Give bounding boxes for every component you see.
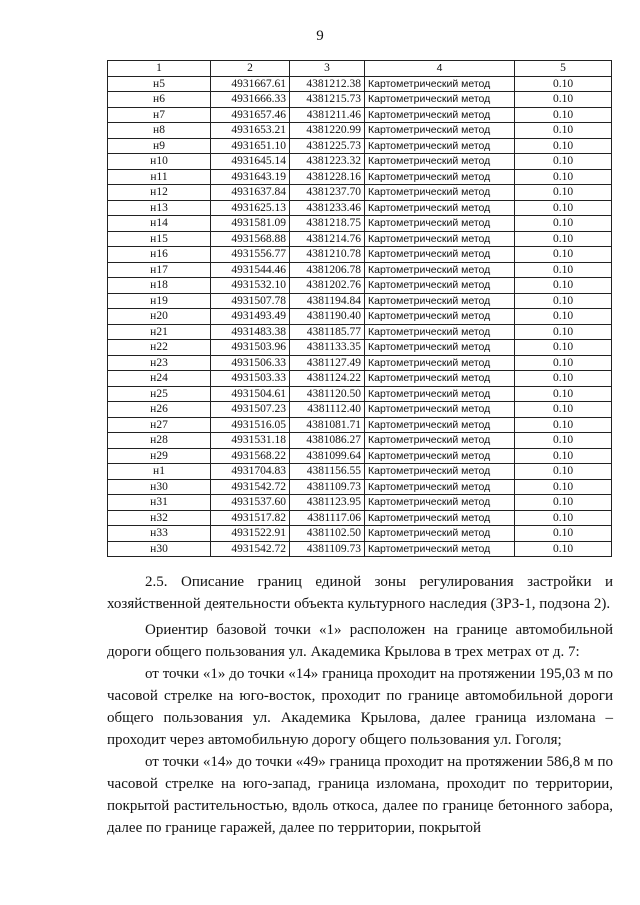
cell-y-coordinate: 4381210.78 <box>290 247 365 263</box>
cell-point-name: н14 <box>108 216 211 232</box>
cell-method: Картометрический метод <box>365 371 515 387</box>
table-row <box>108 262 612 278</box>
cell-accuracy: 0.10 <box>515 386 612 402</box>
cell-x-coordinate: 4931704.83 <box>211 464 290 480</box>
paragraph-segment-14-49: от точки «14» до точки «49» граница проходит на протяжении 586,8 м по часовой стрелке на юго-запад, граница изломана, проходит по территории, покрытой растительностью, вдоль откоса, далее по границе бетонного забора, далее по границе гаражей, далее по территории, покрытой <box>107 754 613 836</box>
cell-point-name: н33 <box>108 526 211 542</box>
table-row <box>108 123 612 139</box>
cell-y-coordinate: 4381212.38 <box>290 76 365 92</box>
cell-x-coordinate: 4931653.21 <box>211 123 290 139</box>
table-row <box>108 247 612 263</box>
cell-accuracy: 0.10 <box>515 169 612 185</box>
cell-method: Картометрический метод <box>365 216 515 232</box>
cell-y-coordinate: 4381225.73 <box>290 138 365 154</box>
cell-method: Картометрический метод <box>365 417 515 433</box>
table-row <box>108 510 612 526</box>
cell-method: Картометрический метод <box>365 340 515 356</box>
cell-point-name: н32 <box>108 510 211 526</box>
cell-accuracy: 0.10 <box>515 495 612 511</box>
cell-y-coordinate: 4381233.46 <box>290 200 365 216</box>
cell-point-name: н21 <box>108 324 211 340</box>
cell-method: Картометрический метод <box>365 479 515 495</box>
table-row <box>108 371 612 387</box>
paragraph-segment-1-14: от точки «1» до точки «14» граница проходит на протяжении 195,03 м по часовой стрелке на юго-восток, проходит по границе автомобильной дороги общего пользования ул. Академика Крылова, далее граница изломана – проходит через автомобильную дорогу общего пользования ул. Гоголя; <box>107 666 613 748</box>
coordinates-table <box>107 60 612 557</box>
cell-x-coordinate: 4931531.18 <box>211 433 290 449</box>
table-row <box>108 76 612 92</box>
cell-x-coordinate: 4931568.88 <box>211 231 290 247</box>
table-row <box>108 324 612 340</box>
cell-x-coordinate: 4931522.91 <box>211 526 290 542</box>
cell-accuracy: 0.10 <box>515 541 612 557</box>
cell-method: Картометрический метод <box>365 247 515 263</box>
cell-point-name: н15 <box>108 231 211 247</box>
cell-y-coordinate: 4381214.76 <box>290 231 365 247</box>
cell-x-coordinate: 4931507.23 <box>211 402 290 418</box>
cell-point-name: н26 <box>108 402 211 418</box>
cell-y-coordinate: 4381215.73 <box>290 92 365 108</box>
table-row <box>108 386 612 402</box>
cell-y-coordinate: 4381185.77 <box>290 324 365 340</box>
cell-point-name: н13 <box>108 200 211 216</box>
cell-y-coordinate: 4381237.70 <box>290 185 365 201</box>
cell-x-coordinate: 4931516.05 <box>211 417 290 433</box>
cell-accuracy: 0.10 <box>515 448 612 464</box>
cell-y-coordinate: 4381120.50 <box>290 386 365 402</box>
cell-x-coordinate: 4931517.82 <box>211 510 290 526</box>
cell-accuracy: 0.10 <box>515 464 612 480</box>
cell-point-name: н8 <box>108 123 211 139</box>
cell-x-coordinate: 4931651.10 <box>211 138 290 154</box>
cell-x-coordinate: 4931504.61 <box>211 386 290 402</box>
cell-accuracy: 0.10 <box>515 107 612 123</box>
cell-point-name: н18 <box>108 278 211 294</box>
cell-x-coordinate: 4931581.09 <box>211 216 290 232</box>
cell-method: Картометрический метод <box>365 107 515 123</box>
cell-y-coordinate: 4381109.73 <box>290 541 365 557</box>
cell-method: Картометрический метод <box>365 185 515 201</box>
column-header-2: 2 <box>211 61 290 77</box>
table-row <box>108 402 612 418</box>
table-row <box>108 92 612 108</box>
table-row <box>108 169 612 185</box>
cell-point-name: н22 <box>108 340 211 356</box>
cell-x-coordinate: 4931625.13 <box>211 200 290 216</box>
cell-y-coordinate: 4381086.27 <box>290 433 365 449</box>
cell-point-name: н27 <box>108 417 211 433</box>
cell-accuracy: 0.10 <box>515 76 612 92</box>
cell-accuracy: 0.10 <box>515 340 612 356</box>
cell-method: Картометрический метод <box>365 495 515 511</box>
cell-y-coordinate: 4381202.76 <box>290 278 365 294</box>
cell-point-name: н5 <box>108 76 211 92</box>
table-row <box>108 448 612 464</box>
cell-x-coordinate: 4931643.19 <box>211 169 290 185</box>
column-header-1: 1 <box>108 61 211 77</box>
cell-point-name: н31 <box>108 495 211 511</box>
cell-y-coordinate: 4381206.78 <box>290 262 365 278</box>
cell-y-coordinate: 4381194.84 <box>290 293 365 309</box>
cell-accuracy: 0.10 <box>515 247 612 263</box>
cell-accuracy: 0.10 <box>515 216 612 232</box>
cell-accuracy: 0.10 <box>515 402 612 418</box>
table-row <box>108 340 612 356</box>
cell-accuracy: 0.10 <box>515 355 612 371</box>
column-header-5: 5 <box>515 61 612 77</box>
cell-accuracy: 0.10 <box>515 92 612 108</box>
table-row <box>108 278 612 294</box>
cell-method: Картометрический метод <box>365 92 515 108</box>
table-row <box>108 417 612 433</box>
cell-point-name: н20 <box>108 309 211 325</box>
cell-point-name: н17 <box>108 262 211 278</box>
cell-method: Картометрический метод <box>365 278 515 294</box>
cell-point-name: н25 <box>108 386 211 402</box>
cell-point-name: н9 <box>108 138 211 154</box>
cell-point-name: н30 <box>108 479 211 495</box>
cell-x-coordinate: 4931507.78 <box>211 293 290 309</box>
cell-y-coordinate: 4381109.73 <box>290 479 365 495</box>
cell-x-coordinate: 4931532.10 <box>211 278 290 294</box>
table-row <box>108 479 612 495</box>
cell-y-coordinate: 4381218.75 <box>290 216 365 232</box>
table-row <box>108 464 612 480</box>
cell-point-name: н23 <box>108 355 211 371</box>
cell-x-coordinate: 4931645.14 <box>211 154 290 170</box>
cell-point-name: н10 <box>108 154 211 170</box>
cell-accuracy: 0.10 <box>515 293 612 309</box>
cell-x-coordinate: 4931556.77 <box>211 247 290 263</box>
paragraph-base-point: Ориентир базовой точки «1» расположен на границе автомобильной дороги общего пользования ул. Академика Крылова в трех метрах от д. 7: <box>107 622 613 660</box>
cell-y-coordinate: 4381190.40 <box>290 309 365 325</box>
cell-y-coordinate: 4381123.95 <box>290 495 365 511</box>
cell-accuracy: 0.10 <box>515 200 612 216</box>
cell-x-coordinate: 4931503.96 <box>211 340 290 356</box>
cell-accuracy: 0.10 <box>515 185 612 201</box>
cell-x-coordinate: 4931637.84 <box>211 185 290 201</box>
cell-method: Картометрический метод <box>365 231 515 247</box>
cell-method: Картометрический метод <box>365 433 515 449</box>
cell-x-coordinate: 4931506.33 <box>211 355 290 371</box>
cell-x-coordinate: 4931568.22 <box>211 448 290 464</box>
cell-point-name: н1 <box>108 464 211 480</box>
cell-method: Картометрический метод <box>365 355 515 371</box>
table-row <box>108 216 612 232</box>
cell-y-coordinate: 4381112.40 <box>290 402 365 418</box>
table-body <box>108 76 612 557</box>
table-row <box>108 200 612 216</box>
cell-accuracy: 0.10 <box>515 371 612 387</box>
cell-accuracy: 0.10 <box>515 479 612 495</box>
cell-method: Картометрический метод <box>365 200 515 216</box>
table-header-row <box>108 61 612 77</box>
cell-accuracy: 0.10 <box>515 324 612 340</box>
table-header <box>108 61 612 77</box>
cell-x-coordinate: 4931503.33 <box>211 371 290 387</box>
cell-accuracy: 0.10 <box>515 510 612 526</box>
cell-method: Картометрический метод <box>365 123 515 139</box>
table-row <box>108 433 612 449</box>
cell-x-coordinate: 4931544.46 <box>211 262 290 278</box>
cell-point-name: н19 <box>108 293 211 309</box>
cell-y-coordinate: 4381127.49 <box>290 355 365 371</box>
table-row <box>108 154 612 170</box>
table-row <box>108 526 612 542</box>
cell-y-coordinate: 4381156.55 <box>290 464 365 480</box>
table-row <box>108 231 612 247</box>
document-text <box>107 571 613 839</box>
cell-method: Картометрический метод <box>365 138 515 154</box>
cell-method: Картометрический метод <box>365 76 515 92</box>
cell-point-name: н12 <box>108 185 211 201</box>
cell-y-coordinate: 4381124.22 <box>290 371 365 387</box>
cell-method: Картометрический метод <box>365 324 515 340</box>
cell-accuracy: 0.10 <box>515 417 612 433</box>
cell-method: Картометрический метод <box>365 510 515 526</box>
cell-accuracy: 0.10 <box>515 262 612 278</box>
table-row <box>108 355 612 371</box>
cell-method: Картометрический метод <box>365 464 515 480</box>
cell-x-coordinate: 4931657.46 <box>211 107 290 123</box>
table-row <box>108 138 612 154</box>
cell-point-name: н11 <box>108 169 211 185</box>
cell-method: Картометрический метод <box>365 154 515 170</box>
cell-method: Картометрический метод <box>365 169 515 185</box>
cell-x-coordinate: 4931542.72 <box>211 479 290 495</box>
cell-point-name: н16 <box>108 247 211 263</box>
table-row <box>108 541 612 557</box>
table-row <box>108 293 612 309</box>
cell-y-coordinate: 4381211.46 <box>290 107 365 123</box>
cell-method: Картометрический метод <box>365 448 515 464</box>
cell-accuracy: 0.10 <box>515 433 612 449</box>
table-row <box>108 495 612 511</box>
cell-point-name: н24 <box>108 371 211 387</box>
cell-y-coordinate: 4381102.50 <box>290 526 365 542</box>
cell-accuracy: 0.10 <box>515 123 612 139</box>
cell-point-name: н7 <box>108 107 211 123</box>
cell-y-coordinate: 4381228.16 <box>290 169 365 185</box>
cell-y-coordinate: 4381099.64 <box>290 448 365 464</box>
column-header-4: 4 <box>365 61 515 77</box>
section-heading: 2.5. Описание границ единой зоны регулирования застройки и хозяйственной деятельности объекта культурного наследия (ЗРЗ-1, подзона 2). <box>107 574 613 612</box>
cell-accuracy: 0.10 <box>515 231 612 247</box>
table-row <box>108 309 612 325</box>
cell-x-coordinate: 4931483.38 <box>211 324 290 340</box>
cell-accuracy: 0.10 <box>515 138 612 154</box>
cell-accuracy: 0.10 <box>515 526 612 542</box>
cell-x-coordinate: 4931542.72 <box>211 541 290 557</box>
cell-x-coordinate: 4931666.33 <box>211 92 290 108</box>
cell-point-name: н6 <box>108 92 211 108</box>
cell-method: Картометрический метод <box>365 386 515 402</box>
cell-method: Картометрический метод <box>365 541 515 557</box>
cell-method: Картометрический метод <box>365 402 515 418</box>
cell-x-coordinate: 4931493.49 <box>211 309 290 325</box>
page-number: 9 <box>316 28 324 44</box>
cell-x-coordinate: 4931667.61 <box>211 76 290 92</box>
cell-y-coordinate: 4381081.71 <box>290 417 365 433</box>
cell-accuracy: 0.10 <box>515 278 612 294</box>
cell-x-coordinate: 4931537.60 <box>211 495 290 511</box>
cell-y-coordinate: 4381133.35 <box>290 340 365 356</box>
table-row <box>108 107 612 123</box>
cell-point-name: н29 <box>108 448 211 464</box>
cell-method: Картометрический метод <box>365 526 515 542</box>
table-row <box>108 185 612 201</box>
cell-y-coordinate: 4381220.99 <box>290 123 365 139</box>
cell-method: Картометрический метод <box>365 309 515 325</box>
cell-method: Картометрический метод <box>365 262 515 278</box>
cell-accuracy: 0.10 <box>515 154 612 170</box>
cell-point-name: н30 <box>108 541 211 557</box>
cell-y-coordinate: 4381117.06 <box>290 510 365 526</box>
cell-y-coordinate: 4381223.32 <box>290 154 365 170</box>
column-header-3: 3 <box>290 61 365 77</box>
cell-method: Картометрический метод <box>365 293 515 309</box>
cell-accuracy: 0.10 <box>515 309 612 325</box>
cell-point-name: н28 <box>108 433 211 449</box>
